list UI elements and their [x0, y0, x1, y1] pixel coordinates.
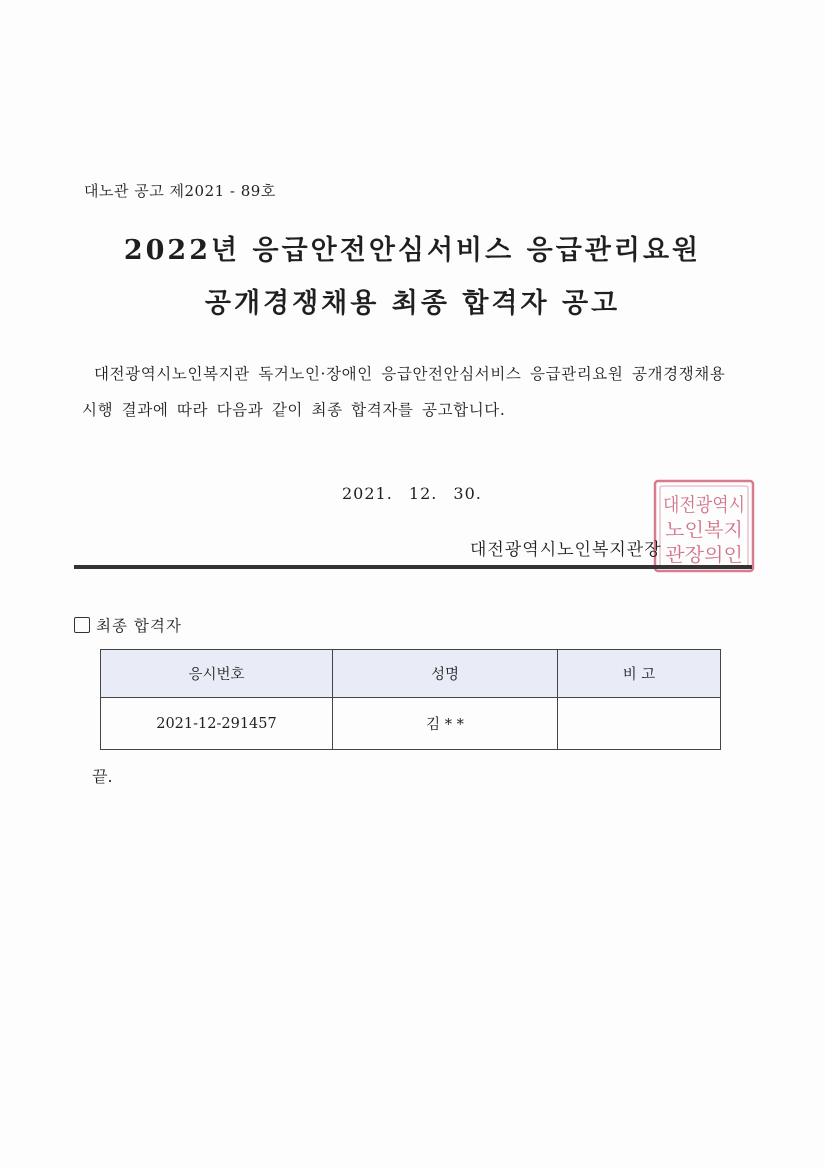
end-mark: 끝. — [92, 767, 113, 786]
title-line-1: 2022년 응급안전안심서비스 응급관리요원 — [123, 235, 702, 266]
cell-remarks — [558, 698, 721, 750]
section-label-text: 최종 합격자 — [96, 617, 182, 635]
notice-number: 대노관 공고 제2021 - 89호 — [84, 182, 276, 200]
section-heading — [74, 614, 182, 636]
seal-text-3: 관장의인 — [665, 544, 739, 566]
issuer-name: 대전광역시노인복지관장 — [470, 540, 662, 560]
cell-applicant-number: 2021-12-291457 — [101, 698, 333, 750]
cell-name: 김 * * — [333, 698, 558, 750]
checkbox-square-icon — [74, 617, 90, 633]
seal-text-1: 대전광역시 — [663, 494, 745, 516]
table-row — [101, 698, 721, 750]
header-remarks: 비 고 — [558, 650, 721, 698]
header-name: 성명 — [333, 650, 558, 698]
body-paragraph: 대전광역시노인복지관 독거노인·장애인 응급안전안심서비스 응급관리요원 공개경쟁채용 시행 결과에 따라 다음과 같이 최종 합격자를 공고합니다. — [82, 365, 726, 419]
title-line-2: 공개경쟁채용 최종 합격자 공고 — [204, 288, 621, 319]
table-header-row — [101, 650, 721, 698]
official-seal — [652, 478, 756, 574]
divider-line — [74, 565, 752, 569]
result-table — [100, 649, 721, 750]
seal-text-2: 노인복지 — [665, 519, 743, 541]
notice-date: 2021. 12. 30. — [342, 484, 482, 503]
header-applicant-number: 응시번호 — [101, 650, 333, 698]
